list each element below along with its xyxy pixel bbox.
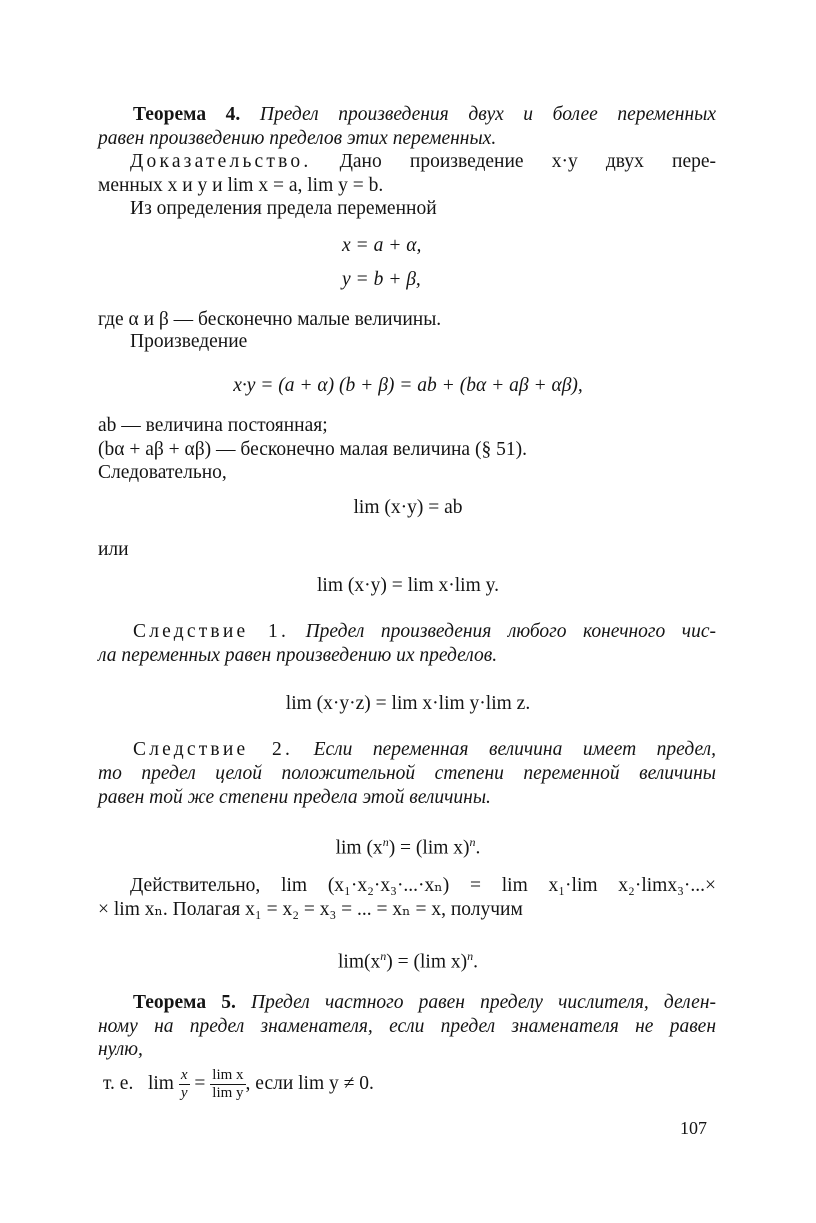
theorem5-line3: нулю,	[98, 1039, 143, 1060]
equation-corollary1: lim (x·y·z) = lim x·lim y·lim z.	[285, 693, 531, 714]
fraction-numerator: lim x	[212, 1067, 244, 1084]
eq-part: lim(x	[338, 951, 381, 973]
proof-line9: или	[98, 539, 129, 560]
eq-part: .	[475, 837, 481, 859]
page-number: 107	[680, 1118, 707, 1138]
indeed-line1	[130, 874, 716, 898]
equation-lim-product: lim (x·y) = lim x·lim y.	[317, 575, 499, 596]
proof-line3: Из определения предела переменной	[130, 198, 437, 219]
theorem4-heading: Теорема 4.	[133, 104, 241, 125]
theorem4-line1	[133, 103, 716, 127]
fraction-denominator: lim y	[212, 1085, 244, 1102]
indeed-formula: lim (x₁·x₂·x₃·...·xₙ) = lim x₁·lim x₂·limx₃·...×	[281, 875, 716, 896]
proof-line5: Произведение	[130, 331, 248, 352]
corollary1-heading: Следствие 1.	[133, 621, 290, 642]
proof-line8: Следовательно,	[98, 462, 227, 483]
eq-exponent: n	[380, 949, 387, 963]
condition-text: , если lim y ≠ 0.	[245, 1073, 374, 1094]
equation-lim-ab: lim (x·y) = ab	[353, 497, 463, 518]
proof-line1	[130, 150, 716, 174]
corollary2-line1	[133, 738, 716, 762]
theorem4-text: Предел произведения двух и более переменных	[259, 104, 716, 125]
proof-line7: (bα + aβ + αβ) — бесконечно малая величина (§ 51).	[98, 439, 527, 460]
eq-part: ) = (lim x)	[386, 951, 468, 973]
corollary1-text: Предел произведения любого конечного чис-	[305, 621, 717, 642]
corollary2-line3: равен той же степени предела этой величины.	[98, 787, 491, 808]
fraction-denominator: y	[180, 1085, 188, 1102]
proof-line6: ab — величина постоянная;	[98, 415, 328, 436]
proof-heading: Доказательство.	[130, 151, 312, 172]
theorem5-formula	[103, 1064, 374, 1104]
lim-word: lim	[147, 1073, 174, 1094]
theorem5-line2: ному на предел знаменателя, если предел знаменателя не равен	[98, 1016, 716, 1037]
fraction-limits	[210, 1067, 245, 1102]
eq-exponent: n	[469, 835, 476, 849]
eq-part: lim (x	[335, 837, 383, 859]
corollary1-line2: ла переменных равен произведению их пределов.	[98, 645, 498, 666]
theorem4-line2: равен произведению пределов этих переменных.	[98, 128, 497, 149]
fraction-numerator: x	[180, 1067, 188, 1084]
eq-exponent: n	[467, 949, 474, 963]
equation-x: x = a + α,	[342, 235, 422, 256]
corollary2-text: Если переменная величина имеет предел,	[313, 739, 717, 760]
indeed-word: Действительно,	[130, 875, 261, 896]
proof-line2: менных x и y и lim x = a, lim y = b.	[98, 175, 384, 196]
equation-corollary2	[0, 830, 816, 861]
eq-part: ) = (lim x)	[388, 837, 470, 859]
corollary1-line1	[133, 620, 716, 644]
theorem5-text: Предел частного равен пределу числителя, делен-	[251, 992, 716, 1013]
te-abbrev: т. е.	[103, 1073, 134, 1094]
equation-product: x·y = (a + α) (b + β) = ab + (bα + aβ + αβ),	[233, 375, 583, 396]
equals-sign: =	[194, 1073, 206, 1094]
eq-part: .	[473, 951, 478, 973]
eq-exponent: n	[382, 835, 389, 849]
indeed-line2: × lim xₙ. Полагая x₁ = x₂ = x₃ = ... = xₙ = x, получим	[98, 899, 523, 920]
theorem5-line1	[133, 991, 716, 1015]
corollary2-line2: то предел целой положительной степени переменной величины	[98, 763, 716, 784]
equation-y: y = b + β,	[342, 269, 421, 290]
fraction-x-over-y	[179, 1067, 190, 1102]
corollary2-heading: Следствие 2.	[133, 739, 294, 760]
equation-indeed	[0, 944, 816, 975]
theorem5-heading: Теорема 5.	[133, 992, 236, 1013]
proof-intro: Дано произведение x·y двух пере-	[339, 151, 716, 172]
proof-line4: где α и β — бесконечно малые величины.	[98, 309, 442, 330]
